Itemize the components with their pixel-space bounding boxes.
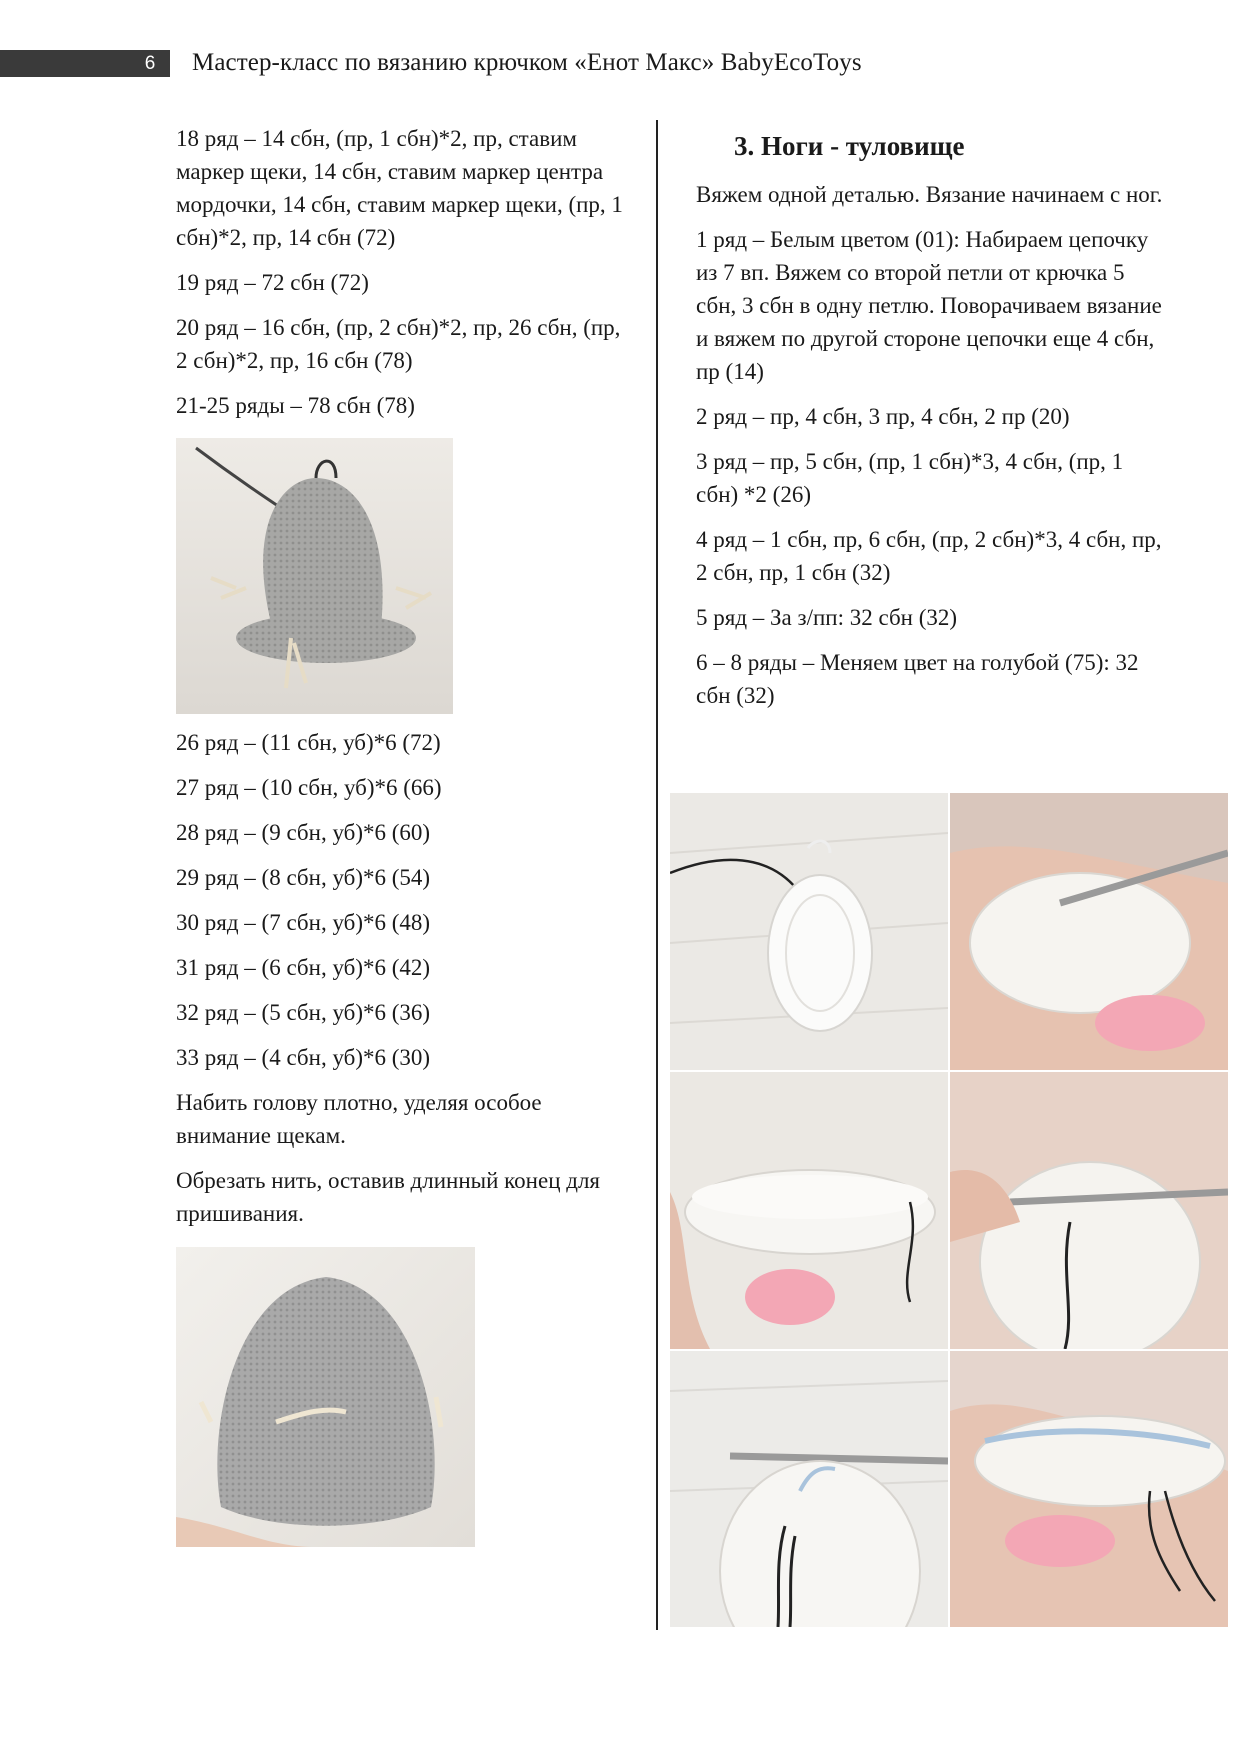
row-31: 31 ряд – (6 сбн, уб)*6 (42) xyxy=(176,955,431,980)
row-33: 33 ряд – (4 сбн, уб)*6 (30) xyxy=(176,1045,431,1070)
step-photo-blue-rows-side xyxy=(950,1351,1228,1627)
row-27: 27 ряд – (10 сбн, уб)*6 (66) xyxy=(176,775,442,800)
row-32: 32 ряд – (5 сбн, уб)*6 (36) xyxy=(176,1000,431,1025)
header-title: Мастер-класс по вязанию крючком «Енот Макс» BabyEcoToys xyxy=(192,49,862,76)
step-photo-blue-row-hook xyxy=(670,1351,948,1627)
note-cut-thread: Обрезать нить, оставив длинный конец для пришивания. xyxy=(176,1168,601,1226)
row-26: 26 ряд – (11 сбн, уб)*6 (72) xyxy=(176,730,441,755)
column-divider xyxy=(656,120,658,1630)
row-2: 2 ряд – пр, 4 сбн, 3 пр, 4 сбн, 2 пр (20) xyxy=(696,404,1070,429)
row-6-8: 6 – 8 ряды – Меняем цвет на голубой (75): 32 сбн (32) xyxy=(696,650,1139,708)
step-photo-hook-round xyxy=(950,793,1228,1070)
row-4: 4 ряд – 1 сбн, пр, 6 сбн, (пр, 2 сбн)*3, 4 сбн, пр, 2 сбн, пр, 1 сбн (32) xyxy=(696,527,1162,585)
page-number: 6 xyxy=(144,53,156,74)
left-column-lower xyxy=(176,726,636,1242)
step-photo-hook-black-line xyxy=(950,1072,1228,1349)
row-30: 30 ряд – (7 сбн, уб)*6 (48) xyxy=(176,910,431,935)
row-5: 5 ряд – За з/пп: 32 сбн (32) xyxy=(696,605,958,630)
note-stuff-head: Набить голову плотно, уделяя особое внимание щекам. xyxy=(176,1090,542,1148)
row-18: 18 ряд – 14 сбн, (пр, 1 сбн)*2, пр, ставим маркер щеки, 14 сбн, ставим маркер центра мордочки, 14 сбн, ставим маркер щеки, (пр, 1 сбн)*2, пр, 14 сбн (72) xyxy=(176,126,623,250)
intro-text: Вяжем одной деталью. Вязание начинаем с ног. xyxy=(696,182,1163,207)
row-3: 3 ряд – пр, 5 сбн, (пр, 1 сбн)*3, 4 сбн, (пр, 1 сбн) *2 (26) xyxy=(696,449,1124,507)
grey-head-closed-photo xyxy=(176,1247,475,1547)
section-title: 3. Ноги - туловище xyxy=(734,131,965,161)
row-29: 29 ряд – (8 сбн, уб)*6 (54) xyxy=(176,865,431,890)
step-photo-side-view xyxy=(670,1072,948,1349)
row-21-25: 21-25 ряды – 78 сбн (78) xyxy=(176,393,415,418)
right-column xyxy=(696,122,1166,724)
row-1: 1 ряд – Белым цветом (01): Набираем цепочку из 7 вп. Вяжем со второй петли от крючка 5 сбн, 3 сбн в одну петлю. Поворачиваем вязание и вяжем по другой стороне цепочки еще 4 сбн, пр (14) xyxy=(696,227,1162,384)
grey-head-open-photo xyxy=(176,438,453,714)
row-19: 19 ряд – 72 сбн (72) xyxy=(176,270,369,295)
row-20: 20 ряд – 16 сбн, (пр, 2 сбн)*2, пр, 26 сбн, (пр, 2 сбн)*2, пр, 16 сбн (78) xyxy=(176,315,621,373)
row-28: 28 ряд – (9 сбн, уб)*6 (60) xyxy=(176,820,431,845)
step-photo-oval-base xyxy=(670,793,948,1070)
left-column xyxy=(176,122,636,434)
